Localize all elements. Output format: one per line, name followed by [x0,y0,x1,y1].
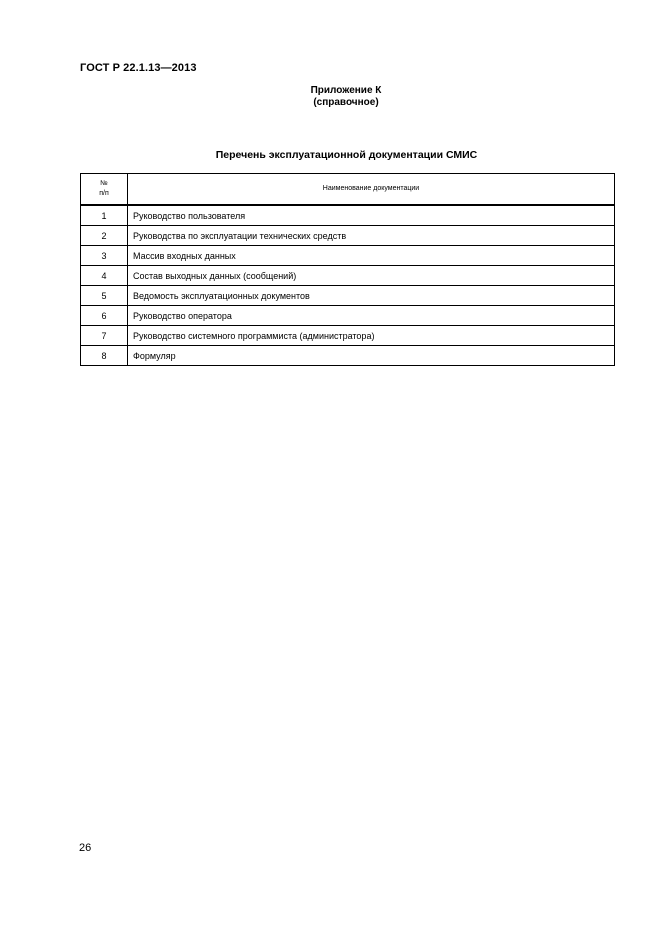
table-row [81,266,615,286]
appendix-heading [246,85,446,109]
table-row [81,205,615,226]
appendix-note: (справочное) [313,97,379,108]
row-number: 8 [81,346,128,366]
row-document-name: Ведомость эксплуатационных документов [128,286,615,306]
row-number: 4 [81,266,128,286]
row-document-name: Руководство пользователя [128,205,615,226]
documentation-table [80,173,615,366]
row-number: 1 [81,205,128,226]
column-header-number [81,174,128,206]
table-row [81,326,615,346]
table-row [81,246,615,266]
document-code: ГОСТ Р 22.1.13—2013 [80,62,197,74]
table-row [81,226,615,246]
row-number: 2 [81,226,128,246]
row-number: 5 [81,286,128,306]
appendix-title: Приложение К [310,85,382,96]
page-number: 26 [79,842,92,854]
table-header-row [81,174,615,206]
row-number: 7 [81,326,128,346]
column-header-name: Наименование документации [128,174,615,206]
table-row [81,346,615,366]
column-header-number-line1: № [100,180,108,187]
table-row [81,286,615,306]
table-title: Перечень эксплуатационной документации СМИС [215,149,478,161]
row-document-name: Состав выходных данных (сообщений) [128,266,615,286]
row-document-name: Руководства по эксплуатации технических средств [128,226,615,246]
table-row [81,306,615,326]
row-document-name: Руководство системного программиста (администратора) [128,326,615,346]
row-document-name: Массив входных данных [128,246,615,266]
row-document-name: Формуляр [128,346,615,366]
row-number: 6 [81,306,128,326]
column-header-number-line2: п/п [99,190,109,197]
row-number: 3 [81,246,128,266]
row-document-name: Руководство оператора [128,306,615,326]
